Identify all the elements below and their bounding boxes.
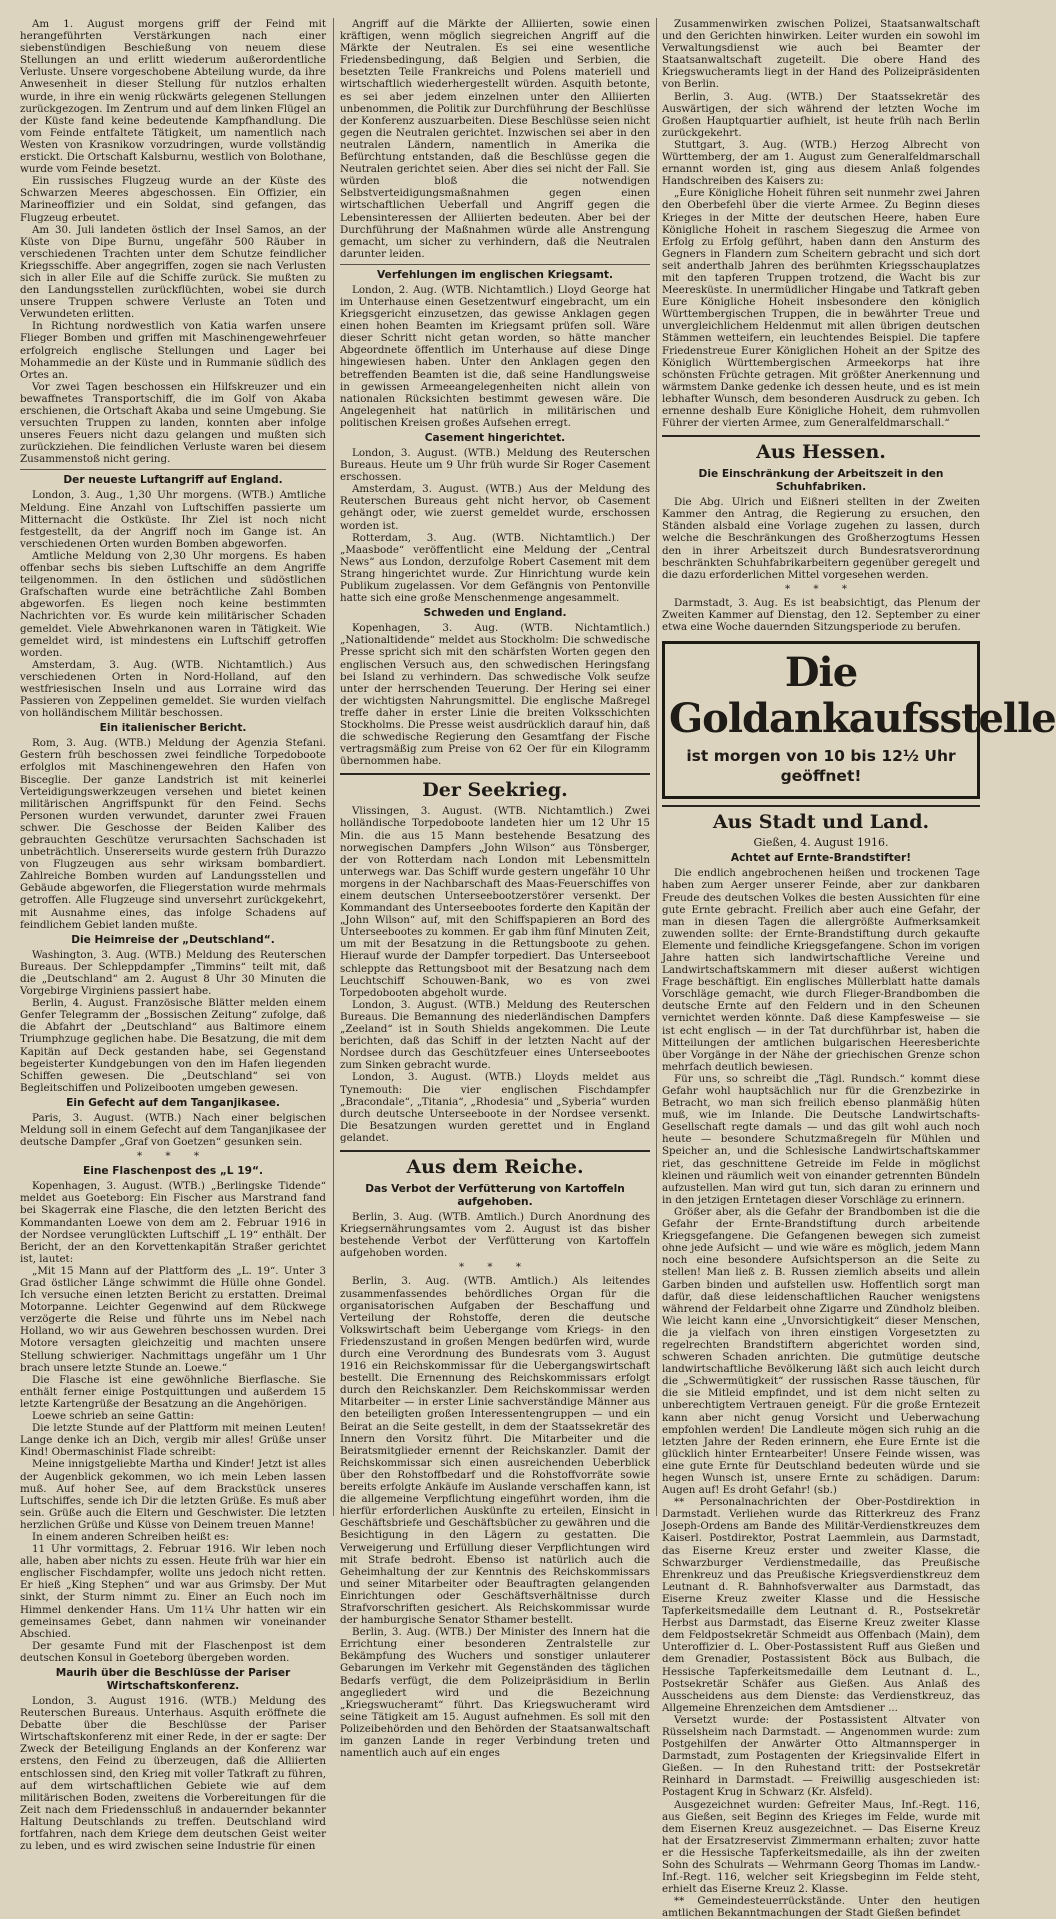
divider (340, 264, 650, 265)
article-paragraph: Berlin, 3. Aug. (WTB.) Der Minister des Innern hat die Errichtung einer besonderen Zentralstelle zur Bekämpfung des Wuchers und sonstiger unlauterer Gebarungen im Verkehr mit Gegenständen des täglichen Bedarfs verfügt, die dem Polizeipräsidium in Berlin angegliedert wird und die Bezeichnung „Kriegswucheramt“ führt. Das Kriegswucheramt wird seine Tätigkeit am 15. August aufnehmen. Es soll mit den Polizeibehörden und den Behörden der Staatsanwaltschaft im ganzen Lande in reger Verbindung treten und namentlich auch auf ein enges (340, 1626, 650, 1760)
article-paragraph: Kopenhagen, 3. August. (WTB.) „Berlingske Tidende“ meldet aus Goeteborg: Ein Fischer aus Marstrand fand bei Skagerrak eine Flasche, die den letzten Bericht des Kommandanten Loewe von dem am 2. Februar 1916 in der Nordsee verunglückten Luftschiff „L 19“ enthält. Der Bericht, der an den Korvettenkapitän Straßer gerichtet ist, lautet: (20, 1180, 326, 1265)
column-3 (662, 18, 1056, 1919)
article-paragraph: Der gesamte Fund mit der Flaschenpost ist dem deutschen Konsul in Goeteborg übergeben worden. (20, 1639, 326, 1664)
headline-casement: Casement hingerichtet. (424, 432, 566, 444)
dateline: Gießen, 4. August 1916. (753, 836, 889, 850)
ad-title: Die Goldankaufsstelle (669, 649, 1056, 743)
article-paragraph: Angriff auf die Märkte der Alliierten, sowie einen kräftigen, wenn möglich siegreichen Angriff auf die Märkte der Neutralen. Es sei eine wesentliche Friedensbedingung, daß Belgien und Serbien, die besetzten Teile Frankreichs und Polens materiell und wirtschaftlich wiederhergestellt würden. Asquith betonte, es sei aber jedem einzelnen unter den Alliierten unbenommen, die Politik zur Durchführung der Beschlüsse der Konferenz auszuarbeiten. Diese Beschlüsse seien nicht gegen die Neutralen gerichtet. Inzwischen sei aber in den neutralen Ländern, namentlich in Amerika die Befürchtung entstanden, daß die Beschlüsse gegen die Neutralen gerichtet seien. Aber dies sei nicht der Fall. Sie würden bloß die notwendigen Selbstverteidigungsmaßnahmen gegen einen wirtschaftlichen Ueberfall und Angriff gegen die Lebensinteressen der Alliierten bedeuten. Aber bei der Durchführung der Maßnahmen würde alle Anstrengung gemacht, um sicher zu verhindern, daß die Neutralen darunter leiden. (340, 18, 650, 260)
article-paragraph: Die letzte Stunde auf der Plattform mit meinen Leuten! Lange denke ich an Dich, vergib mir alles! Grüße unser Kind! Obermaschinist Flade schreibt: (20, 1422, 326, 1459)
column-2 (340, 18, 650, 1760)
ad-subtitle: ist morgen von 10 bis 12½ Uhr geöffnet! (686, 747, 956, 786)
headline-city-and-country: Aus Stadt und Land. (662, 805, 980, 835)
divider (20, 469, 326, 470)
headline-hessen: Aus Hessen. (662, 435, 980, 465)
section-stars: * * * (459, 1261, 531, 1274)
article-paragraph: Die endlich angebrochenen heißen und trockenen Tage haben zum Aerger unserer Feinde, aber zur dankbaren Freude des deutschen Volkes die besten Aussichten für eine gute Ernte gebracht. Freilich aber auch eine Gefahr, der man in diesen Tagen die allergrößte Aufmerksamkeit zuwenden sollte: der Ernte-Brandstiftung durch gekaufte Elemente und feindliche Kriegsgefangene. Schon im vorigen Jahre hatten sich landwirtschaftliche Vereine und Landwirtschaftskammern mit dieser außerst wichtigen Frage beschäftigt. Ein englisches Müllerblatt hatte damals Vorschläge gemacht, wie durch Flieger-Brandbomben die deutsche Ernte auf den Feldern und in den Scheunen vernichtet werden könnte. Daß diese Kampfesweise — sie ist echt englisch — in der Tat durchführbar ist, haben die Mitteilungen der amtlichen bulgarischen Heeresberichte über Vorgänge in der Nähe der griechischen Grenze schon mehrfach deutlich bewiesen. (662, 867, 980, 1073)
column-rule-2 (656, 18, 657, 1516)
article-paragraph: ** Gemeindesteuerrückstände. Unter den heutigen amtlichen Bekanntmachungen der Stadt Gießen befindet (662, 1895, 980, 1919)
headline-potato-ban: Das Verbot der Verfütterung von Kartoffeln aufgehoben. (365, 1182, 625, 1208)
article-paragraph: London, 2. Aug. (WTB. Nichtamtlich.) Lloyd George hat im Unterhause einen Gesetzentwurf eingebracht, um ein Kriegsgericht einzusetzen, das gewisse Anklagen gegen einen hohen Beamten im Kriegsamt prüfen soll. Wäre dieser Schritt nicht getan worden, so hätte mancher Abgeordnete öffentlich im Unterhause auf diese Dinge hingewiesen haben. Unter den Anklagen gegen den betreffenden Beamten ist die, daß seine Handlungsweise in gewissen Armeeangelegenheiten nicht allein von nationalen Rücksichten bestimmt gewesen wäre. Die Angelegenheit hat natürlich in militärischen und politischen Kreisen großes Aufsehen erregt. (340, 283, 650, 429)
article-paragraph: London, 3. Aug., 1,30 Uhr morgens. (WTB.) Amtliche Meldung. Eine Anzahl von Luftschiffen passierte um Mitternacht die Ostküste. Ihr Ziel ist noch nicht festgestellt, da der Angriff noch im Gange ist. An verschiedenen Orten wurden Bomben abgeworfen. (20, 489, 326, 550)
advertisement-gold-office (662, 641, 1056, 799)
headline-italian-report: Ein italienischer Bericht. (99, 722, 247, 735)
article-paragraph: „Mit 15 Mann auf der Plattform des „L. 19“. Unter 3 Grad östlicher Länge schwimmt die Hülle ohne Gondel. Ich versuche einen letzten Bericht zu erstatten. Dreimal Motorpanne. Leichter Gegenwind auf dem Rückwege verzögerte die Reise und führte uns im Nebel nach Holland, wo wir aus Gewehren beschossen wurden. Drei Motore versagten gleichzeitig und machten unsere Stellung schwieriger. Nachmittags ungefähr um 1 Uhr brach unsere letzte Stunde an. Loewe.“ (20, 1264, 326, 1374)
headline-tanganjika: Ein Gefecht auf dem Tanganjikasee. (66, 1096, 280, 1109)
article-paragraph: In einem anderen Schreiben heißt es: (32, 1530, 230, 1543)
article-paragraph: Amsterdam, 3. Aug. (WTB. Nichtamtlich.) Aus verschiedenen Orten in Nord-Holland, auf den westfriesischen Inseln und aus Lorraine wird das Passieren von Zeppelinen gemeldet. Sie wurden vielfach von holländischem Militär beschossen. (20, 658, 326, 720)
article-paragraph: Ein russisches Flugzeug wurde an der Küste des Schwarzen Meeres abgeschossen. Ein Offizier, ein Marineoffizier und ein Soldat, sind gefangen, das Flugzeug erbeutet. (20, 175, 326, 224)
article-paragraph: Rotterdam, 3. Aug. (WTB. Nichtamtlich.) Der „Maasbode“ veröffentlicht eine Meldung der „Central News“ aus London, derzufolge Robert Casement mit dem Strang hingerichtet wurde. Zur Hinrichtung wurde kein Publikum zugelassen. Vor dem Gefängnis von Pentonville hatte sich eine große Menschenmenge angesammelt. (340, 531, 650, 605)
article-paragraph: Am 30. Juli landeten östlich der Insel Samos, an der Küste von Dipe Burnu, ungefähr 500 Räuber in verschiedenen Trachten unter dem Schutze feindlicher Kriegsschiffe. Aber angegriffen, zogen sie nach Verlusten sich in aller Eile auf die Schiffe zurück. Sie mußten zu den Landungsstellen zurückflüchten, wobei sie durch unsere Truppen schwere Verluste an Toten und Verwundeten erlitten. (20, 223, 326, 321)
article-paragraph: Versetzt wurde: der Postassistent Altvater von Rüsselsheim nach Darmstadt. — Angenommen wurde: zum Postgehilfen der Anwärter Otto Altmannsperger in Darmstadt, zum Postagenten der Kriegsinvalide Elfert in Gießen. — In den Ruhestand tritt: der Postsekretär Reinhard in Darmstadt. — Freiwillig ausgeschieden ist: Postagent Krug in Schwarz (Kr. Alsfeld). (662, 1713, 980, 1799)
article-paragraph: London, 3. August. (WTB.) Meldung des Reuterschen Bureaus. Die Bemannung des niederländischen Dampfers „Zeeland“ ist in South Shields angekommen. Die Leute berichten, daß das Schiff in der letzten Nacht auf der Nordsee durch das Geschützfeuer eines Unterseebootes zum Sinken gebracht wurde. (340, 998, 650, 1072)
article-paragraph: Größer aber, als die Gefahr der Brandbomben ist die die Gefahr der Ernte-Brandstiftung durch arbeitende Kriegsgefangene. Die Gefangenen bewegen sich zumeist ohne jede Aufsicht — und wie wäre es möglich, jedem Mann noch eine besondere Aufsichtsperson an die Seite zu stellen! Man ließ z. B. Russen ziemlich abseits und allein Garben binden und aufstellen usw. Hoffentlich sorgt man dafür, daß diese leidenschaftlichen Raucher wenigstens während der Feldarbeit ohne Zigarre und Zündholz bleiben. Wie leicht kann eine „Unvorsichtigkeit“ dieser Menschen, die ja vielfach von ihren einstigen Vorgesetzten zu regelrechten Brandstiftern abgerichtet worden sind, schweren Schaden anrichten. Die gutmütige deutsche landwirtschaftliche Bevölkerung läßt sich auch leicht durch die „Schwermütigkeit“ der russischen Rasse täuschen, für die sie Mitleid empfindet, und ist dem nicht selten zu unberechtigtem Vertrauen geneigt. Für die große Erntezeit kann aber nicht genug Vorsicht und Ueberwachung empfohlen werden! Die Landleute mögen sich ruhig an die letzten Jahre der Reden erinnern, ehe Eure Ernte ist die glücklich hinter Erntearbeiter! Unsere Feinde wissen, was eine gute Ernte für Deutschland bedeuten würde und sie hegen Wunsch ist, unsere Ernte zu schädigen. Darum: Augen auf! Es droht Gefahr! (sb.) (662, 1205, 980, 1497)
article-paragraph: Zusammenwirken zwischen Polizei, Staatsanwaltschaft und den Gerichten hinwirken. Leiter wurden ein sowohl im Verwaltungsdienst wie auch bei Beamter der Staatsanwaltschaft zugeteilt. Die obere Hand des Kriegswucheramts liegt in der Hand des Polizeipräsidenten von Berlin. (662, 18, 980, 91)
article-paragraph: London, 3. August 1916. (WTB.) Meldung des Reuterschen Bureaus. Unterhaus. Asquith eröffnete die Debatte über die Beschlüsse der Pariser Wirtschaftskonferenz mit einer Rede, in der er sagte: Der Zweck der Beteiligung Englands an der Konferenz war erstens, den Feind zu überzeugen, daß die Alliierten entschlossen sind, den Krieg mit voller Tatkraft zu führen, auf dem wirtschaftlichen Gebiete wie auf dem militärischen Boden, zweitens die Vorbereitungen für die Zeit nach dem Friedensschluß in andauernder bekannter Haltung Deutschlands zu treffen. Deutschland wird fortfahren, nach dem Kriege dem deutschen Geist weiter zu leben, und es wird zwischen seine Industrie für einen (20, 1695, 326, 1853)
article-paragraph: In Richtung nordwestlich von Katia warfen unsere Flieger Bomben und griffen mit Maschinengewehrfeuer erfolgreich englische Stellungen und Lager bei Mohammedie an der Küste und in Rummanie südlich des Ortes an. (20, 320, 326, 381)
headline-bottle-post: Eine Flaschenpost des „L 19“. (83, 1165, 263, 1178)
article-paragraph: London, 3. August. (WTB.) Meldung des Reuterschen Bureaus. Heute um 9 Uhr früh wurde Sir Roger Casement erschossen. (340, 447, 650, 484)
article-paragraph: Berlin, 3. Aug. (WTB. Amtlich.) Als leitendes zusammenfassendes behördliches Organ für die organisatorischen Aufgaben der Beschaffung und Verteilung der Rohstoffe, deren die deutsche Volkswirtschaft beim Uebergange vom Kriegs- in den Friedenszustand in großen Mengen bedürfen wird, wurde durch eine Verordnung des Bundesrats vom 3. August 1916 ein Reichskommissar für die Uebergangswirtschaft bestellt. Die Ernennung des Reichskommissars erfolgt durch den Reichskanzler. Dem Reichskommissar werden Mitarbeiter — in erster Linie sachverständige Männer aus den beteiligten großen Interessentengruppen — und ein Beirat an die Seite gestellt, in dem der Staatssekretär des Innern den Vorsitz führt. Die Mitarbeiter und die Beiratsmitglieder ernennt der Reichskanzler. Damit der Reichskommissar sich einen ausreichenden Ueberblick über den Rohstoffbedarf und die Rohstoffvorräte sowie bereits erfolgte Ankäufe im Auslande verschaffen kann, ist die allgemeine Verpflichtung eingeführt worden, ihm die hierfür erforderlichen Auskünfte zu erteilen, Einsicht in Geschäftsbriefe und Geschäftsbücher zu gewähren und die Besichtigung in den Lägern zu gestatten. Die Verweigerung und Erfüllung dieser Verpflichtungen wird mit Strafe bedroht. Ebenso ist natürlich auch die Geheimhaltung der zur Kenntnis des Reichskommissars und seiner Mitarbeiter oder Beauftragten gelangenden Einrichtungen oder Geschäftsverhältnisse durch Strafvorschriften gesichert. Als Reichskommissar wurde der hamburgische Senator Sthamer bestellt. (340, 1275, 650, 1627)
article-paragraph: „Eure Königliche Hoheit führen seit nunmehr zwei Jahren den Oberbefehl über die vierte Armee. Zu Beginn dieses Krieges in der Mitte der deutschen Heere, haben Eure Königliche Hoheit in raschem Siegeszug die Armee von Erfolg zu Erfolg geführt, haben dann den Ansturm des Gegners in Flandern zum Scheitern gebracht und sich dort seit anderthalb Jahren des berühmten Kriegsschauplatzes mit den tapferen Truppen trotzend, die Wacht bis zur Meeresküste. In unermüdlicher Hingabe und Tatkraft geben Eure Königliche Hoheit insbesondere den königlich Württembergischen Truppen, die in bewährter Treue und unvergleichlichem Heldenmut mit allen übrigen deutschen Stämmen wetteifern, ein leuchtendes Beispiel. Die tapfere Friedenstreue Eurer Königlichen Hoheit an der Spitze des Königlich Württembergischen Armeekorps hat ihre schönsten Früchte getragen. Mit größter Anerkennung und wärmstem Danke gedenke ich dessen heute, und es ist mein lebhafter Wunsch, dem besonderen Ausdruck zu geben. Ich ernenne deshalb Eure Königliche Hoheit, dem ruhmvollen Führer der vierten Armee, zum Generalfeldmarschall.“ (662, 187, 980, 430)
article-paragraph: Berlin, 3. Aug. (WTB.) Der Staatssekretär des Auswärtigen, der sich während der letzten Woche im Großen Hauptquartier aufhielt, ist heute früh nach Berlin zurückgekehrt. (662, 90, 980, 139)
article-paragraph: Amsterdam, 3. August. (WTB.) Aus der Meldung des Reuterschen Bureaus geht nicht hervor, ob Casement gehängt oder, wie zuerst gemeldet wurde, erschossen worden ist. (340, 483, 650, 532)
article-paragraph: ** Personalnachrichten der Ober-Postdirektion in Darmstadt. Verliehen wurde das Ritterkreuz des Franz Joseph-Ordens am Bande des Militär-Verdienstkreuzes dem Kaiserl. Postdirektor, Postrat Laemmlein, aus Darmstadt, das Eiserne Kreuz erster und zweiter Klasse, die Schwarzburger Verdienstmedaille, das Preußische Ehrenkreuz und das Preußische Kriegsverdienstkreuz dem Leutnant d. R. Bahnhofsverwalter aus Darmstadt, das Eiserne Kreuz zweiter Klasse und die Hessische Tapferkeitsmedaille dem Leutnant d. R., Postsekretär Herbst aus Darmstadt, das Eiserne Kreuz zweiter Klasse dem Feldpostsekretär Schmeidt aus Offenbach (Main), dem Unteroffizier d. L. Ober-Postassistent Ruff aus Gießen und dem Grenadier, Postassistent Böck aus Bulbach, die Hessische Tapferkeitsmedaille dem Leutnant d. L., Postsekretär Schäfer aus Gießen. Aus Anlaß des Ausscheidens aus dem Dienste: das Verdienstkreuz, das Allgemeine Ehrenzeichen dem Amtsdiener ... (662, 1496, 980, 1714)
section-stars: * * * (137, 1150, 209, 1163)
article-paragraph: Loewe schrieb an seine Gattin: (32, 1410, 194, 1423)
article-paragraph: Berlin, 4. August. Französische Blätter melden einem Genfer Telegramm der „Bossischen Zeitung“ zufolge, daß die Abfahrt der „Deutschland“ aus Baltimore einem Triumphzuge geglichen habe. Die Besatzung, die mit dem Kapitän auf Deck gestanden habe, sei Gegenstand begeisterter Kundgebungen von den im Hafen liegenden Schiffen gewesen. Die „Deutschland“ sei von Begleitschiffen und Polizeibooten umgeben gewesen. (20, 997, 326, 1094)
article-paragraph: Stuttgart, 3. Aug. (WTB.) Herzog Albrecht von Württemberg, der am 1. August zum Generalfeldmarschall ernannt worden ist, ging aus diesem Anlaß folgendes Handschreiben des Kaisers zu: (662, 138, 980, 188)
article-paragraph: Paris, 3. August. (WTB.) Nach einer belgischen Meldung soll in einem Gefecht auf dem Tanganjikasee der deutsche Dampfer „Graf von Goetzen“ gesunken sein. (20, 1111, 326, 1149)
article-paragraph: Washington, 3. Aug. (WTB.) Meldung des Reuterschen Bureaus. Der Schleppdampfer „Timmins“ teilt mit, daß die „Deutschland“ am 2. August 8 Uhr 30 Minuten die Vorgebirge Virginiens passiert habe. (20, 948, 326, 998)
article-paragraph: Berlin, 3. Aug. (WTB. Amtlich.) Durch Anordnung des Kriegsernährungsamtes vom 2. August ist das bisher bestehende Verbot der Verfütterung von Kartoffeln aufgehoben worden. (340, 1210, 650, 1260)
headline-air-raid: Der neueste Luftangriff auf England. (63, 474, 283, 487)
column-1 (20, 18, 326, 1853)
article-paragraph: Ausgezeichnet wurden: Gefreiter Maus, Inf.-Regt. 116, aus Gießen, seit Beginn des Krieges im Felde, wurde mit dem Eisernen Kreuz ausgezeichnet. — Das Eiserne Kreuz hat der Ersatzreservist Zimmermann erhalten; zuvor hatte er die Hessische Tapferkeitsmedaille, als ihn der zweiten Sohn des Schulrats — Wehrmann Georg Thomas im Landw.-Inf.-Regt. 116, welcher seit Kriegsbeginn im Felde steht, erhielt das Eiserne Kreuz 2. Klasse. (662, 1798, 980, 1896)
headline-war-office: Verfehlungen im englischen Kriegsamt. (377, 268, 613, 281)
article-paragraph: Die Abg. Ulrich und Eißneri stellten in der Zweiten Kammer den Antrag, die Regierung zu ersuchen, den Ständen alsbald eine Vorlage zugehen zu lassen, durch welche die Beschränkungen des Großherzogtums Hessen den in ihrer Arbeitszeit durch Bundesratsverordnung beschränkten Schuhfabrikarbeitern gegenüber geregelt und die dazu erforderlichen Mittel vorgesehen werden. (662, 496, 980, 581)
article-paragraph: Amtliche Meldung von 2,30 Uhr morgens. Es haben offenbar sechs bis sieben Luftschiffe an dem Angriffe teilgenommen. In den östlichen und südöstlichen Grafschaften wurde eine beträchtliche Zahl Bomben abgeworfen. Es liegen noch keine bestimmten Nachrichten vor. Es wurde kein militärischer Schaden gemeldet. Viele Abwehrkanonen waren in Tätigkeit. Wie gemeldet wird, ist mindestens ein Luftschiff getroffen worden. (20, 549, 326, 659)
headline-paris-conference: Maurih über die Beschlüsse der Pariser Wirtschaftskonferenz. (55, 1667, 291, 1692)
article-paragraph: Vor zwei Tagen beschossen ein Hilfskreuzer und ein bewaffnetes Transportschiff, die im Golf von Akaba erschienen, die Ortschaft Akaba und seine Umgebung. Sie versuchten Truppen zu landen, konnten aber infolge unseres Feuers nicht dazu gelangen und mußten sich zurückziehen. Die feindlichen Verluste waren bei diesem Zusammenstoß nicht gering. (20, 380, 326, 466)
headline-from-the-reich: Aus dem Reiche. (340, 1150, 650, 1180)
headline-sweden-england: Schweden und England. (423, 607, 567, 620)
headline-deutschland: Die Heimreise der „Deutschland“. (71, 933, 275, 946)
headline-arson-warning: Achtet auf Ernte-Brandstifter! (730, 852, 912, 865)
article-paragraph: Für uns, so schreibt die „Tägl. Rundsch.“ kommt diese Gefahr wohl hauptsächlich nur für die Grenzbezirke in Betracht, wo man sich freilich ebenso planmäßig hüten muß, wie im Inlande. Die Deutsche Landwirtschafts-Gesellschaft regte damals — und das gilt wohl auch noch heute — besondere Schutzmaßregeln für Mühlen und Speicher an, und die Schlesische Landwirtschaftskammer riet, das geschnittene Getreide im Felde in möglichst kleinen und räumlich weit von einander getrennten Bündeln aufzustellen. Man wird gut tun, sich daran zu erinnern und in den jetzigen Erntetagen dieser Vorschläge zu erinnern. (662, 1072, 980, 1206)
article-paragraph: Darmstadt, 3. Aug. Es ist beabsichtigt, das Plenum der Zweiten Kammer auf Dienstag, den 12. September zu einer etwa eine Woche dauernden Sitzungsperiode zu berufen. (662, 596, 980, 634)
article-paragraph: Meine innigstgeliebte Martha und Kinder! Jetzt ist alles der Augenblick gekommen, wo ich mein Leben lassen muß. Auf hoher See, auf dem Brackstück unseres Luftschiffes, sende ich Dir die letzten Grüße. Es muß aber sein. Grüße auch die Eltern und Geschwister. Die letzten herzlichen Grüße und Küsse von Deinem treuen Manne! (20, 1458, 326, 1531)
article-paragraph: Rom, 3. Aug. (WTB.) Meldung der Agenzia Stefani. Gestern früh beschossen zwei feindliche Torpedoboote erfolglos mit Maschinengewehren den Hafen von Bisceglie. Der ganze Landstrich ist mit keinerlei Verteidigungswerkzeugen versehen und bietet keinen militärischen Angriffspunkt für den Feind. Sechs Personen wurden verwundet, darunter zwei Frauen schwer. Die Geschosse der Beiden Kaliber des gebrauchten Geschütze verursachten Sachschaden ist unbeträchtlich. Unsererseits wurde gestern früh Durazzo von Flugzeugen aus sehr wirksam bombardiert. Zahlreiche Bomben wurden auf Landungsstellen und Gebäude abgeworfen, die Fliegerstation wurde mehrmals getroffen. Alle Flugzeuge sind unversehrt zurückgekehrt, mit Ausnahme eines, das infolge Schadens auf feindlichem Gebiet landen mußte. (20, 737, 326, 931)
headline-shoe-factories: Die Einschränkung der Arbeitszeit in den Schuhfabriken. (698, 468, 944, 494)
section-stars: * * * (785, 582, 857, 595)
article-paragraph: Die Flasche ist eine gewöhnliche Bierflasche. Sie enthält ferner einige Postquittungen und außerdem 15 letzte Kartengrüße der Besatzung an die Angehörigen. (20, 1373, 326, 1410)
article-paragraph: 11 Uhr vormittags, 2. Februar 1916. Wir leben noch alle, haben aber nichts zu essen. Heute früh war hier ein englischer Fischdampfer, wollte uns jedoch nicht retten. Er hieß „King Stephen“ und war aus Grimsby. Der Mut sinkt, der Sturm nimmt zu. Einer an Euch noch im Himmel denkender Hans. Um 11¼ Uhr hatten wir ein gemeinsames Gebet, dann nahmen wir voneinander Abschied. (20, 1543, 326, 1640)
article-paragraph: Kopenhagen, 3. Aug. (WTB. Nichtamtlich.) „Nationaltidende“ meldet aus Stockholm: Die schwedische Presse spricht sich mit den schärfsten Worten gegen den englischen Versuch aus, den schwedischen Heringsfang bei Island zu verhindern. Das schwedische Volk seufze unter der herrschenden Teuerung. Der Hering sei einer der wichtigsten Nahrungsmittel. Die englische Maßregel treffe daher in erster Linie die breiten Volksschichten Stockholms. Die Presse weist ausdrücklich darauf hin, daß die schwedische Regierung den Gesamtfang der Fische vertragsmäßig zum Preise von 62 Oer für ein Kilogramm übernommen habe. (340, 622, 650, 768)
column-rule-1 (333, 18, 334, 1516)
article-paragraph: Vlissingen, 3. August. (WTB. Nichtamtlich.) Zwei holländische Torpedoboote landeten hier um 12 Uhr 15 Min. die aus 15 Mann bestehende Besatzung des norwegischen Dampfers „John Wilson“ aus Tönsberger, der von Rotterdam nach London mit Lebensmitteln unterwegs war. Das Schiff wurde gestern ungefähr 10 Uhr morgens in der Nachbarschaft des Maas-Feuerschiffes von einem deutschen Unterseebootzerstörer versenkt. Der Kommandant des Unterseebootes forderte den Kapitän der „John Wilson“ auf, mit den Schiffspapieren an Bord des Unterseebootes zu kommen. Er gab ihm fünf Minuten Zeit, um mit der Besatzung in die Rettungsboote zu gehen. Hierauf wurde der Dampfer torpediert. Das Unterseeboot schleppte das Rettungsboot mit der Besatzung nach dem Leuchtschiff Schouwen-Bank, wo es von zwei Torpedobooten abgeholt wurde. (340, 805, 650, 999)
article-paragraph: Am 1. August morgens griff der Feind mit herangeführten Verstärkungen nach einer siebenstündigen Beschießung von neuem diese Stellungen an und erlitt wiederum außerordentliche Verluste. Unsere vorgeschobene Abteilung wurde, da ihre Anwesenheit in dieser Stellung für nutzlos erhalten wurde, in ihre ein wenig rückwärts gelegenen Stellungen zurückgezogen. Im Zentrum und auf dem linken Flügel an der Küste fand keine bedeutende Kampfhandlung. Die vom Feinde entfaltete Tätigkeit, um namentlich nach Westen von Krasnikow vorzudringen, wurde vollständig erstickt. Die Ortschaft Kalsburnu, westlich von Bolothane, wurde vom Feinde besetzt. (20, 18, 326, 176)
headline-naval-war: Der Seekrieg. (340, 773, 650, 803)
article-paragraph: London, 3. August. (WTB.) Lloyds meldet aus Tynemouth: Die vier englischen Fischdampfer „Bracondale“, „Titania“, „Rhodesia“ und „Syberia“ wurden durch deutsche Unterseeboote in der Nordsee versenkt. Die Besatzungen wurden gerettet und in England gelandet. (340, 1071, 650, 1144)
